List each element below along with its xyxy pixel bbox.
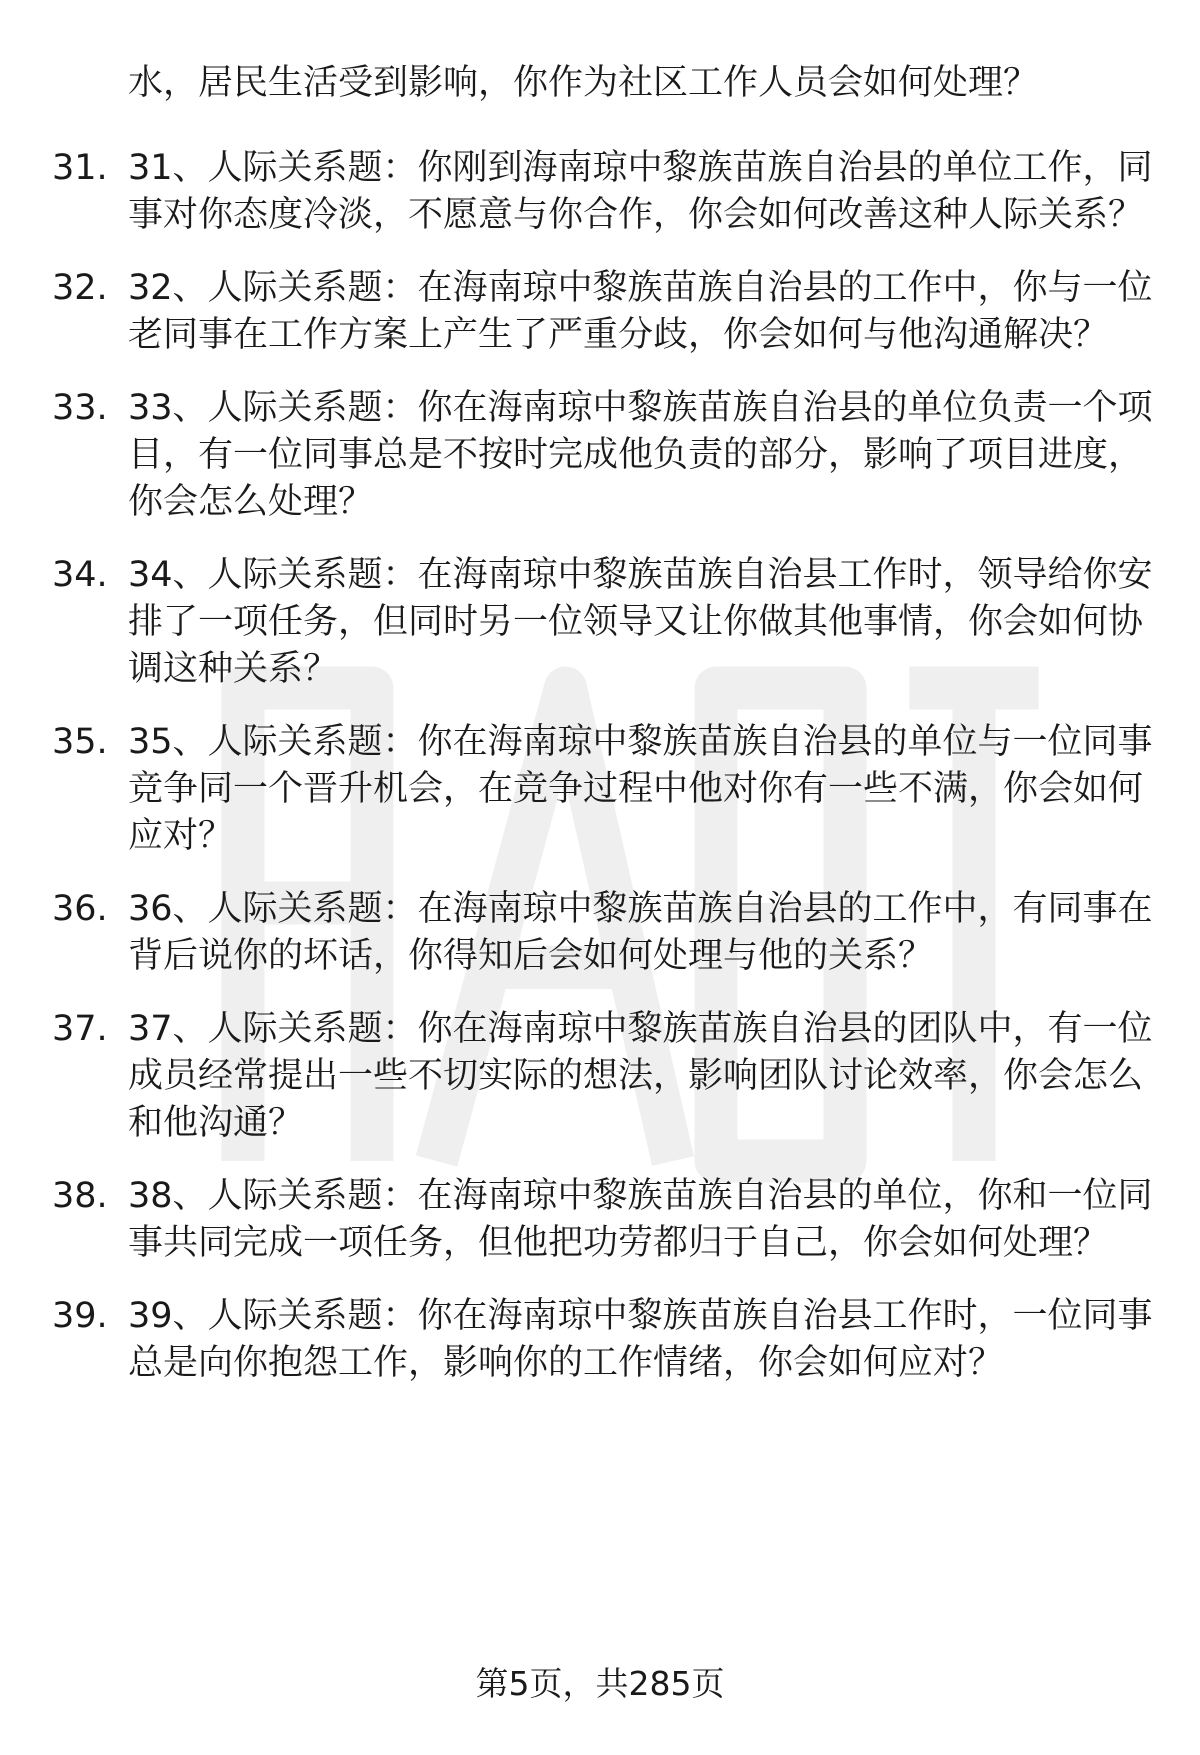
continued-question-text: 水，居民生活受到影响，你作为社区工作人员会如何处理？: [128, 63, 1039, 103]
question-text: 33、人际关系题：你在海南琼中黎族苗族自治县的单位负责一个项目，有一位同事总是不按时完成他负责的部分，影响了项目进度，你会怎么处理？: [128, 388, 1153, 522]
list-item: [0, 385, 1200, 526]
question-text: 32、人际关系题：在海南琼中黎族苗族自治县的工作中，你与一位老同事在工作方案上产生了严重分歧，你会如何与他沟通解决？: [128, 268, 1153, 355]
question-text: 38、人际关系题：在海南琼中黎族苗族自治县的单位，你和一位同事共同完成一项任务，但他把功劳都归于自己，你会如何处理？: [128, 1176, 1153, 1263]
list-number: 39.: [52, 1296, 108, 1336]
list-item: [0, 552, 1200, 693]
list-item: [0, 1293, 1200, 1387]
list-item: [0, 1173, 1200, 1267]
list-item: [0, 719, 1200, 860]
question-text: 35、人际关系题：你在海南琼中黎族苗族自治县的单位与一位同事竞争同一个晋升机会，在竞争过程中他对你有一些不满，你会如何应对？: [128, 722, 1153, 856]
list-item: [0, 886, 1200, 980]
list-number: 34.: [52, 555, 108, 595]
list-number: 35.: [52, 722, 108, 762]
question-text: 34、人际关系题：在海南琼中黎族苗族自治县工作时，领导给你安排了一项任务，但同时另一位领导又让你做其他事情，你会如何协调这种关系？: [128, 555, 1153, 689]
question-text: 39、人际关系题：你在海南琼中黎族苗族自治县工作时，一位同事总是向你抱怨工作，影响你的工作情绪，你会如何应对？: [128, 1296, 1153, 1383]
list-number: 37.: [52, 1009, 108, 1049]
question-text: 37、人际关系题：你在海南琼中黎族苗族自治县的团队中，有一位成员经常提出一些不切实际的想法，影响团队讨论效率，你会怎么和他沟通？: [128, 1009, 1153, 1143]
page-number-footer: 第5页，共285页: [475, 1664, 725, 1703]
list-number: 32.: [52, 268, 108, 308]
question-list: [0, 145, 1200, 1413]
question-text: 36、人际关系题：在海南琼中黎族苗族自治县的工作中，有同事在背后说你的坏话，你得知后会如何处理与他的关系？: [128, 889, 1153, 976]
list-number: 36.: [52, 889, 108, 929]
list-item: [0, 265, 1200, 359]
list-item: [0, 145, 1200, 239]
list-item: [0, 1006, 1200, 1147]
list-number: 31.: [52, 148, 108, 188]
list-number: 38.: [52, 1176, 108, 1216]
question-text: 31、人际关系题：你刚到海南琼中黎族苗族自治县的单位工作，同事对你态度冷淡，不愿意与你合作，你会如何改善这种人际关系？: [128, 148, 1153, 235]
list-number: 33.: [52, 388, 108, 428]
